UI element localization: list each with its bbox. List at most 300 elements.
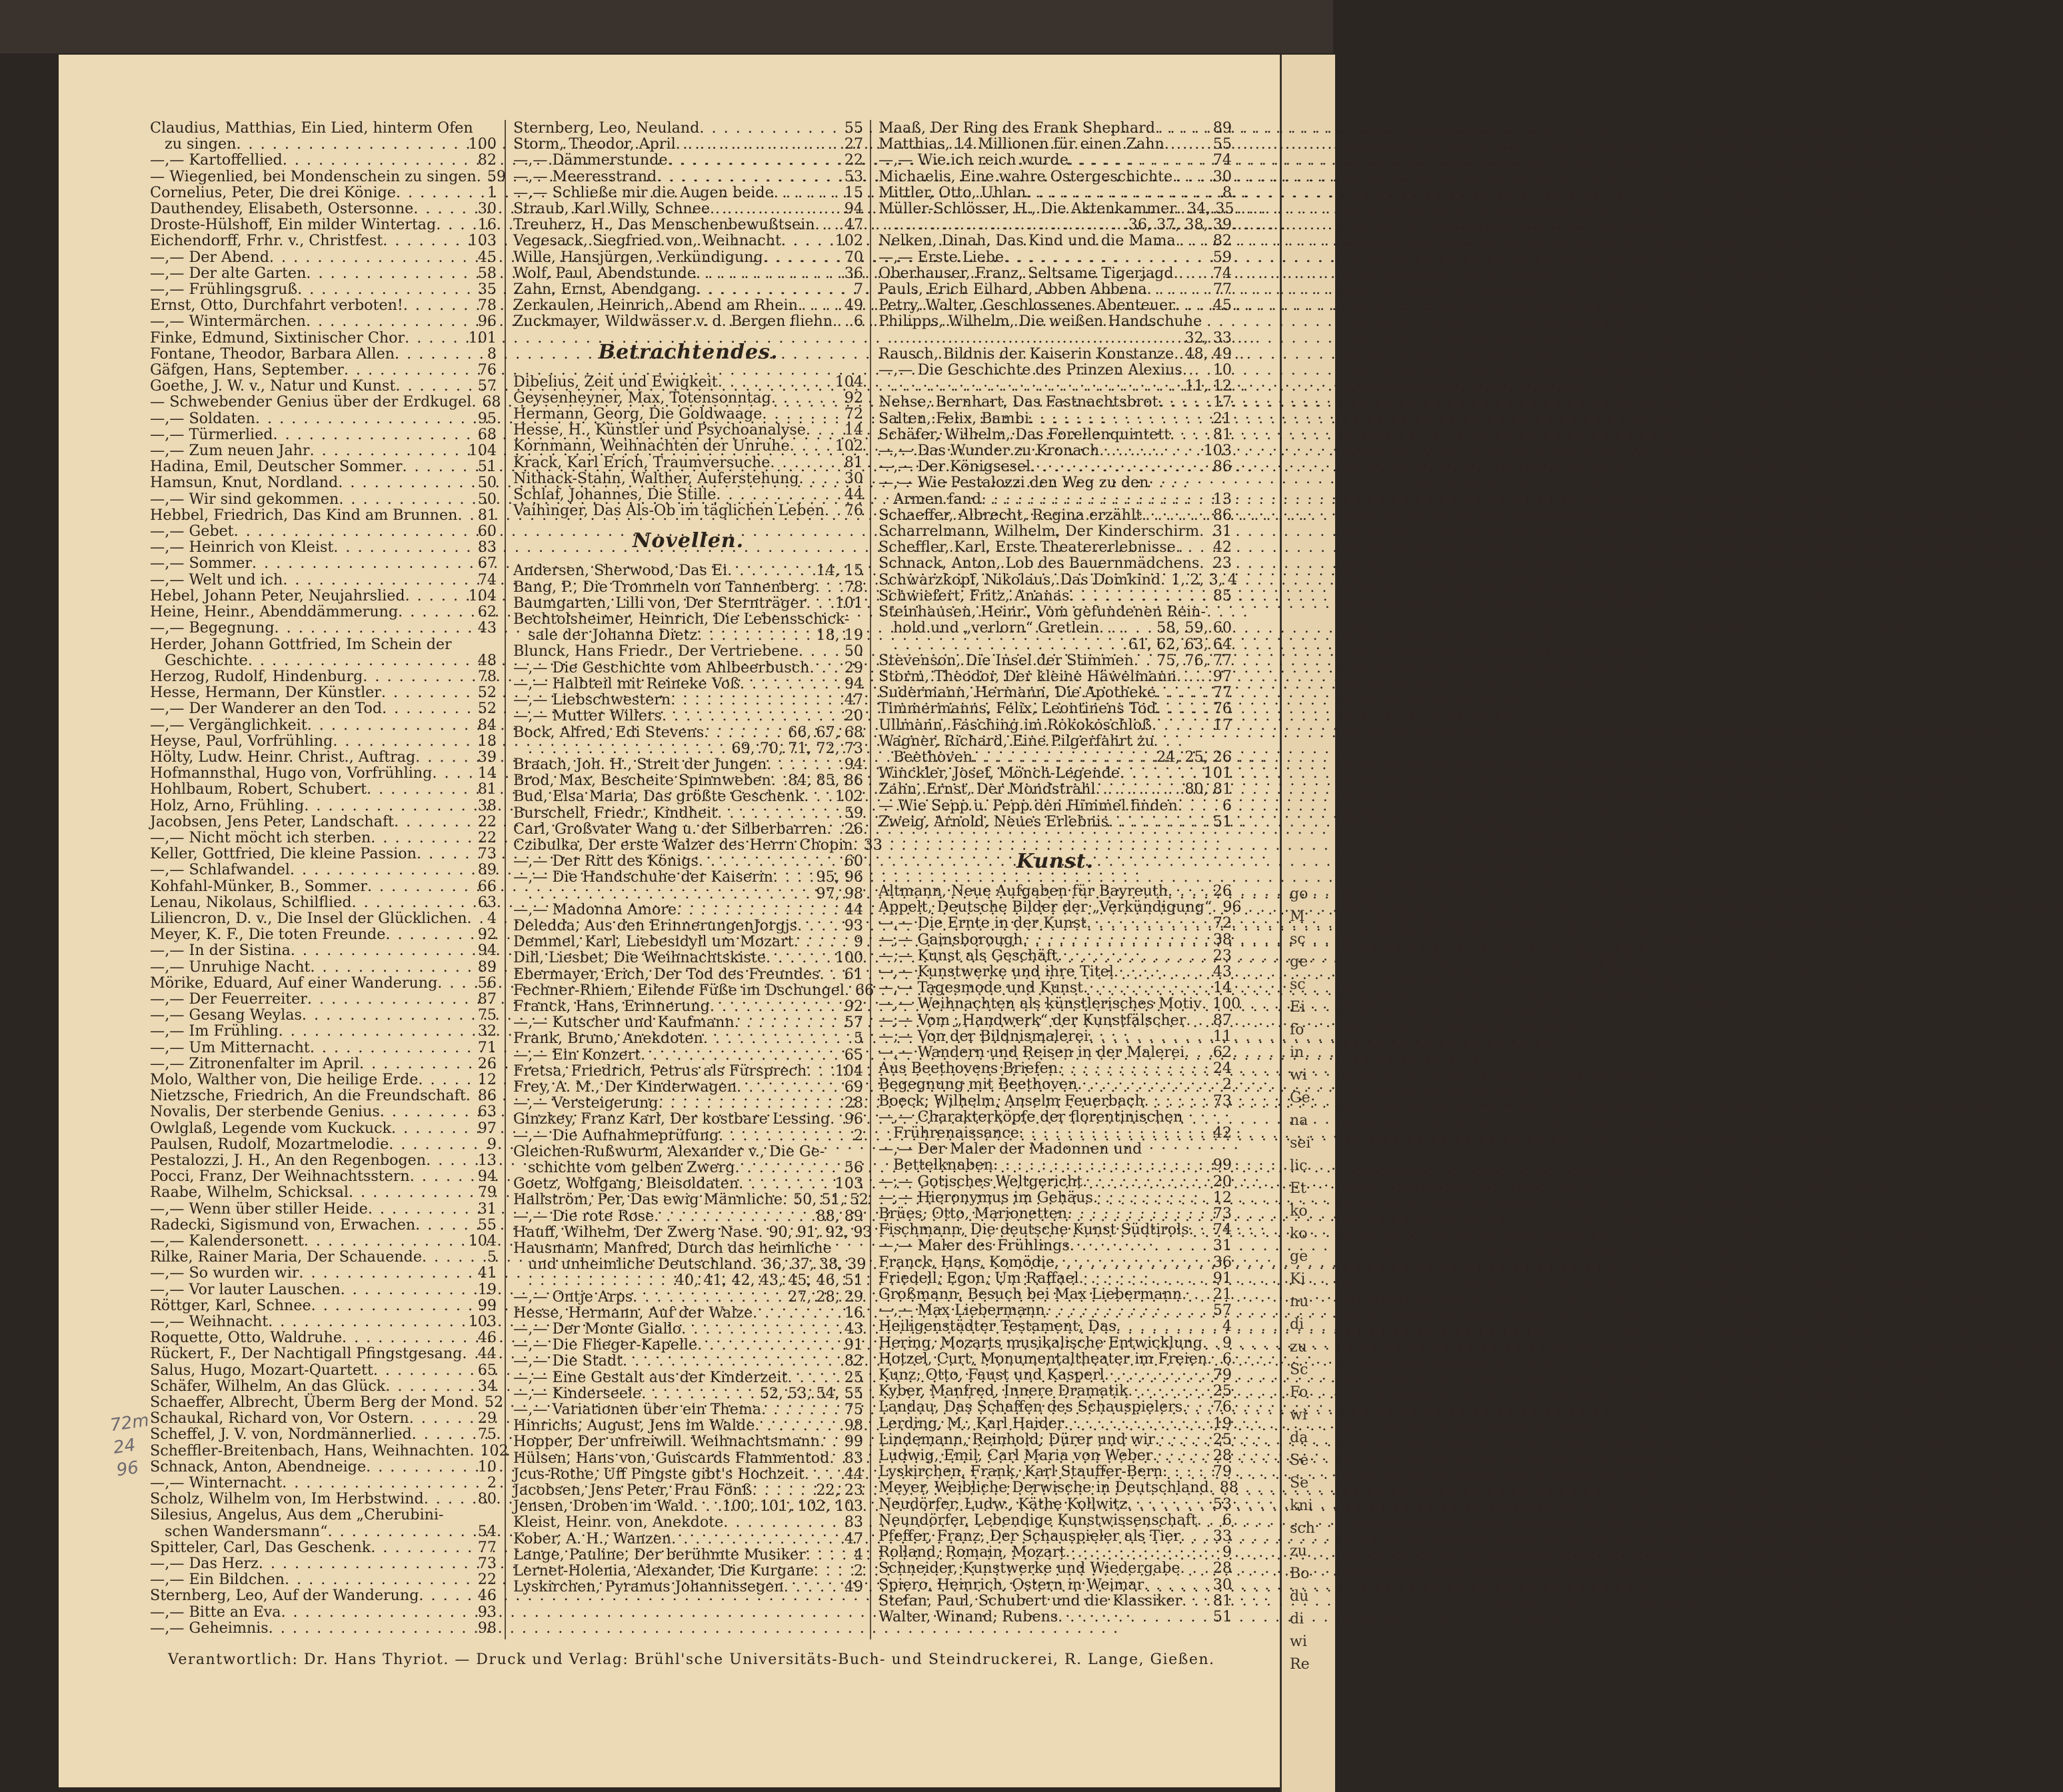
index-entry	[879, 427, 1232, 443]
dot-leader	[1152, 1447, 1210, 1463]
index-entry	[150, 1104, 497, 1120]
page-number: 96	[477, 313, 497, 331]
entry-title: —,— Maler des Frühlings	[879, 1237, 1070, 1255]
page-number: 79	[477, 1184, 497, 1202]
entry-title: Beethoven	[893, 748, 973, 766]
page-number: 104	[468, 1232, 497, 1250]
index-entry	[513, 998, 863, 1014]
index-entry	[513, 217, 863, 233]
dot-leader	[385, 926, 475, 942]
entry-title: Kleist, Heinr. von, Anekdote	[513, 1513, 724, 1531]
dot-leader	[252, 555, 475, 571]
page-number: 58, 59, 60	[1156, 619, 1232, 637]
entry-title: —,— So wurden wir	[150, 1264, 299, 1282]
index-entry	[150, 120, 497, 136]
entry-title: —,— In der Sistina	[150, 942, 291, 960]
dot-leader	[1180, 1560, 1210, 1576]
adjacent-page-fragment: di	[1290, 1316, 1304, 1333]
entry-title: —,— Liebschwestern	[513, 691, 671, 709]
index-entry	[513, 1369, 863, 1385]
dot-leader	[761, 1401, 842, 1417]
index-entry	[150, 1410, 497, 1426]
adjacent-page-fragment: sch	[1290, 1520, 1315, 1537]
index-entry	[150, 1539, 497, 1555]
page-number: 29	[844, 658, 863, 676]
dot-leader	[373, 1362, 475, 1378]
dot-leader	[391, 1120, 475, 1136]
index-entry	[150, 1345, 497, 1361]
dot-leader	[1207, 1351, 1220, 1367]
entry-title: Roquette, Otto, Waldruhe	[150, 1329, 342, 1347]
dot-leader	[410, 1168, 475, 1184]
index-entry	[150, 942, 497, 958]
index-entry	[150, 846, 497, 862]
entry-title: Dibelius, Zeit und Ewigkeit	[513, 373, 718, 391]
index-entry	[513, 1223, 873, 1241]
dot-leader	[703, 1030, 851, 1046]
dot-leader	[424, 1491, 475, 1507]
entry-title: und unheimliche Deutschland	[528, 1256, 753, 1274]
entry-title: —,— Welt und ich	[150, 570, 283, 588]
page-number: 6	[1222, 1349, 1232, 1367]
index-entry	[513, 772, 863, 788]
dot-leader	[291, 942, 475, 958]
entry-title: zu singen	[165, 135, 237, 153]
index-entry	[879, 1335, 1232, 1351]
dot-leader	[820, 966, 842, 982]
page-number: 24, 25, 26	[1156, 748, 1232, 766]
page-number: 25	[844, 1368, 863, 1386]
index-entry	[513, 1095, 863, 1111]
index-entry	[879, 1270, 1232, 1286]
index-entry	[513, 297, 863, 313]
index-entry	[879, 932, 1232, 948]
dot-leader	[799, 470, 842, 486]
dot-leader	[285, 1571, 475, 1587]
page-number: 81	[1212, 1591, 1232, 1609]
entry-title: —,— Gebet	[150, 522, 234, 540]
page-number: 19	[1212, 1414, 1232, 1432]
index-entry	[879, 1593, 1232, 1609]
index-entry	[150, 1555, 497, 1571]
dot-leader	[696, 265, 842, 281]
entry-title: Hesse, Hermann, Auf der Walze	[513, 1304, 753, 1322]
index-entry	[150, 781, 497, 797]
index-entry	[879, 346, 1232, 362]
index-entry	[150, 1088, 497, 1104]
dot-leader	[436, 217, 475, 233]
page-number: 2	[487, 1474, 497, 1492]
page-number: 81	[477, 506, 497, 524]
index-entry	[879, 814, 1232, 830]
entry-title: Kober, A. H., Wanzen	[513, 1529, 672, 1547]
dot-leader	[418, 1072, 475, 1088]
dot-leader	[658, 1095, 841, 1111]
page-number: 11	[1212, 1027, 1232, 1045]
entry-title: Frey, A. M., Der Kinderwagen	[513, 1078, 737, 1096]
page-number: 33	[863, 836, 883, 854]
dot-leader	[781, 233, 833, 249]
page-number: 100, 101, 102, 103	[722, 1497, 863, 1515]
page-number: 22, 23	[816, 1481, 863, 1499]
page-number: 22	[477, 828, 497, 846]
entry-title: Scharrelmann, Wilhelm, Der Kinderschirm	[879, 522, 1200, 540]
index-entry	[879, 233, 1232, 249]
entry-title: Wolf, Paul, Abendstunde	[513, 264, 696, 282]
dot-leader	[767, 756, 841, 772]
index-entry	[879, 1479, 1238, 1497]
dot-leader	[829, 1450, 841, 1466]
entry-title: Jacobsen, Jens Peter, Landschaft	[150, 812, 395, 830]
index-entry	[879, 394, 1232, 410]
entry-title: Schäfer, Wilhelm, An das Glück	[150, 1377, 386, 1395]
index-entry	[513, 1240, 863, 1256]
page-number: 66	[477, 877, 497, 895]
entry-title: Pestalozzi, J. H., An den Regenbogen	[150, 1152, 427, 1169]
entry-title: Begegnung mit Beethoven	[879, 1076, 1078, 1094]
page-number: 25	[1212, 1430, 1232, 1448]
entry-title: Hülsen, Hans von, Guiscards Flammentod	[513, 1449, 830, 1467]
entry-title: Ebermayer, Erich, Der Tod des Freundes	[513, 965, 820, 983]
page-number: 49	[844, 1578, 863, 1596]
index-entry	[150, 443, 497, 458]
dot-leader	[269, 1620, 475, 1636]
page-number: 25	[1212, 1382, 1232, 1400]
entry-title: Carl, Großvater Wang u. der Silberbarren	[513, 820, 827, 838]
dot-leader	[1176, 201, 1184, 217]
dot-leader	[717, 805, 842, 821]
entry-title: —,— Kartoffellied	[150, 151, 283, 169]
index-entry	[513, 756, 863, 772]
page-number: 94	[477, 1168, 497, 1186]
index-entry	[879, 313, 1232, 329]
page-number: 68	[477, 425, 497, 443]
dot-leader	[367, 878, 475, 894]
entry-title: Storm, Theodor, Der kleine Häwelmann	[879, 667, 1177, 685]
page-number: 8	[1222, 183, 1232, 201]
index-entry	[150, 814, 497, 830]
page-number: 70	[844, 248, 863, 266]
page-number: 23	[1212, 554, 1232, 572]
entry-title: Bud, Elsa Maria, Das größte Geschenk	[513, 788, 805, 806]
index-entry	[879, 458, 1232, 474]
entry-title: Zahn, Ernst, Der Mondstrahl	[879, 780, 1096, 798]
entry-title: Steinhausen, Heinr., Vom gefundenen Rein-	[879, 603, 1206, 621]
entry-title: Sudermann, Hermann, Die Apotheke	[879, 684, 1156, 702]
page-number: 18	[477, 732, 497, 750]
index-entry	[150, 1217, 497, 1233]
entry-title: Zerkaulen, Heinrich, Abend am Rhein	[513, 297, 798, 315]
page-number: 22	[477, 812, 497, 830]
entry-title: Holz, Arno, Frühling	[150, 796, 305, 814]
dot-leader	[1199, 523, 1210, 539]
entry-title: Wagner, Richard, Eine Pilgerfahrt zu	[879, 732, 1154, 750]
index-entry	[513, 660, 863, 676]
page-number: 33	[1212, 1527, 1232, 1545]
index-entry	[879, 980, 1232, 996]
entry-title: Paulsen, Rudolf, Mozartmelodie	[150, 1135, 389, 1153]
index-entry	[513, 454, 863, 470]
index-entry	[879, 1318, 1232, 1334]
index-entry	[879, 265, 1232, 281]
page-number: 92	[477, 926, 497, 944]
page-number: 5	[487, 1248, 497, 1266]
index-entry	[150, 1475, 497, 1491]
page-number: 102	[835, 788, 863, 806]
dot-leader	[1082, 1174, 1210, 1190]
dot-leader	[697, 1337, 842, 1353]
index-entry	[150, 572, 497, 588]
index-entry	[150, 700, 497, 716]
adjacent-page-fragment: ko	[1290, 1226, 1308, 1242]
dot-leader	[275, 620, 475, 636]
entry-title: Nietzsche, Friedrich, An die Freundschaft	[150, 1087, 466, 1105]
dot-leader	[762, 406, 841, 422]
dot-leader	[641, 1385, 757, 1401]
entry-title: Röttger, Karl, Schnee	[150, 1296, 311, 1314]
dot-leader	[395, 346, 485, 362]
index-entry	[513, 1208, 863, 1224]
index-entry	[150, 668, 497, 684]
page-number: 27	[844, 135, 863, 153]
dot-leader	[737, 1079, 842, 1095]
index-entry	[513, 1353, 863, 1369]
dot-leader	[338, 474, 475, 490]
entry-title: —,— Türmerlied	[150, 425, 273, 443]
entry-title: —,— Um Mitternacht	[150, 1038, 310, 1056]
index-entry	[879, 765, 1232, 781]
entry-title: Walter, Winand, Rubens	[879, 1608, 1058, 1626]
dot-leader	[787, 1369, 841, 1385]
index-entry	[150, 1233, 497, 1249]
entry-title: Zuckmayer, Wildwässer v. d. Bergen fliehn	[513, 313, 833, 331]
dot-leader	[1128, 1383, 1210, 1399]
index-entry	[150, 1330, 497, 1345]
entry-title: Schnack, Anton, Abendneige	[150, 1457, 367, 1475]
index-entry	[150, 975, 497, 991]
dot-leader	[771, 390, 842, 406]
entry-title: —,— Heinrich von Kleist	[150, 538, 334, 556]
index-entry	[513, 821, 863, 837]
index-entry	[879, 555, 1232, 571]
entry-title: Burschell, Friedr., Kindheit	[513, 804, 718, 822]
entry-title: —,— Ontje Arps	[513, 1288, 633, 1306]
adjacent-page-fragment: Fo	[1290, 1384, 1308, 1401]
entry-title: Pauls, Erich Eilhard, Abben Abbena	[879, 281, 1147, 299]
dot-leader	[363, 668, 475, 684]
page-number: 103	[1203, 442, 1232, 460]
page-number: 93	[844, 916, 863, 934]
index-column-3	[879, 119, 1242, 1653]
index-entry	[150, 1168, 497, 1184]
entry-title: Mittler, Otto, Uhlan	[879, 183, 1027, 201]
index-entry	[879, 1496, 1232, 1512]
entry-list	[879, 882, 1242, 1626]
page-number: 92	[844, 389, 863, 407]
page-number: 54	[477, 1522, 497, 1540]
index-entry	[879, 217, 1232, 233]
dot-leader	[783, 1192, 791, 1208]
page-number: 59	[487, 167, 506, 185]
index-entry	[513, 1128, 863, 1144]
page-number: 12	[1212, 1188, 1232, 1206]
index-entry	[513, 1433, 863, 1449]
page-number: 73	[477, 1555, 497, 1573]
dot-leader	[797, 918, 842, 934]
dot-leader	[417, 846, 475, 862]
dot-leader	[719, 1128, 851, 1144]
entry-title: —,— Der Feuerreiter	[150, 990, 307, 1008]
index-entry	[513, 1014, 863, 1030]
dot-leader	[1070, 1238, 1210, 1254]
entry-title: Rolland, Romain, Mozart	[879, 1543, 1066, 1561]
index-entry	[513, 422, 863, 438]
entry-title: Sternberg, Leo, Auf der Wanderung	[150, 1587, 419, 1605]
entry-title: Hallström, Per, Das ewig Männliche	[513, 1191, 783, 1209]
dot-leader	[677, 902, 842, 918]
index-entry	[513, 966, 863, 982]
entry-title: —,— Wintermärchen	[150, 313, 306, 331]
page-number: 36	[844, 264, 863, 282]
entry-title: Oberhauser, Franz, Seltsame Tigerjagd	[879, 264, 1174, 282]
dot-leader	[1093, 1190, 1210, 1206]
entry-title: Ullmann, Fasching im Rokokoschloß	[879, 716, 1152, 734]
dot-leader	[341, 1282, 475, 1298]
index-entry	[513, 562, 863, 578]
page-number: 44	[844, 1465, 863, 1483]
index-entry	[150, 1314, 497, 1330]
dot-leader	[1164, 136, 1210, 152]
page-number: 60	[477, 522, 497, 540]
dot-leader	[412, 1426, 475, 1442]
entry-title: —,— Wie Pestalozzi den Weg zu den	[879, 474, 1149, 492]
index-entry	[879, 1512, 1232, 1528]
dot-leader	[1077, 1076, 1220, 1092]
entry-title: Hausmann, Manfred, Durch das heimliche	[513, 1240, 832, 1257]
dot-leader	[735, 1160, 841, 1176]
page-number: 51	[1212, 812, 1232, 830]
page-number: 42	[1212, 1124, 1232, 1142]
index-entry	[513, 233, 863, 249]
dot-leader	[1142, 507, 1210, 523]
entry-title: Bechtolsheimer, Heinrich, Die Lebensschick-	[513, 610, 850, 628]
dot-leader	[799, 643, 842, 659]
page-number: 80	[477, 1490, 497, 1508]
page-number: 28	[1212, 1447, 1232, 1465]
index-entry	[150, 749, 497, 765]
dot-leader	[1155, 120, 1210, 136]
entry-title: Dill, Liesbet, Die Weihnachtskiste	[513, 949, 766, 967]
entry-title: Nehse, Bernhart, Das Fastnachtsbrot	[879, 393, 1158, 411]
dot-leader	[371, 830, 475, 846]
adjacent-page-fragment: go	[1290, 886, 1308, 902]
index-entry	[879, 733, 1232, 749]
dot-leader	[718, 374, 833, 390]
entry-title: Schwarzkopf, Nikolaus, Das Domkind	[879, 570, 1161, 588]
dot-leader	[693, 1498, 719, 1514]
entry-title: —,— Begegnung	[150, 619, 275, 637]
entry-title: Jacobsen, Jens Peter, Frau Fönß	[513, 1481, 753, 1499]
dot-leader	[623, 1353, 842, 1369]
dot-leader	[477, 169, 485, 185]
index-entry	[879, 297, 1232, 313]
page-number: 19	[477, 1280, 497, 1298]
entry-title: Scholz, Wilhelm von, Im Herbstwind	[150, 1490, 424, 1508]
index-entry	[879, 507, 1232, 523]
entry-title: —,— Von der Bildnismalerei	[879, 1027, 1088, 1045]
index-entry	[150, 474, 497, 490]
index-entry	[513, 1176, 863, 1192]
dot-leader	[893, 636, 1126, 652]
entry-title: Wille, Hansjürgen, Verkündigung	[513, 248, 763, 266]
dot-leader	[845, 982, 853, 998]
entry-title: Gäfgen, Hans, September	[150, 361, 344, 379]
index-entry	[150, 393, 501, 411]
page-number: 24	[1212, 1060, 1232, 1078]
dot-leader	[415, 1217, 475, 1233]
dot-leader	[657, 169, 842, 185]
index-entry	[513, 1450, 863, 1466]
page-number: 46	[477, 1329, 497, 1347]
entry-title: Philipps, Wilhelm, Die weißen Handschuhe	[879, 313, 1202, 331]
entry-title: schen Wandersmann“	[165, 1522, 328, 1540]
dot-leader	[403, 297, 475, 313]
page-number: 78	[477, 297, 497, 315]
entry-title: Pfeffer, Franz, Der Schauspieler als Tier	[879, 1527, 1180, 1545]
page-number: 65	[477, 1361, 497, 1379]
entry-title: Kyber, Manfred, Innere Dramatik	[879, 1382, 1128, 1400]
dot-leader	[422, 1249, 485, 1265]
dot-leader	[766, 950, 833, 966]
index-entry	[150, 555, 497, 571]
index-entry	[150, 362, 497, 378]
page-number: 43	[477, 619, 497, 637]
dot-leader	[281, 1604, 475, 1620]
index-entry	[513, 836, 883, 854]
index-entry	[513, 152, 863, 168]
dot-leader	[1170, 427, 1210, 443]
entry-title: Meyer, K. F., Die toten Freunde	[150, 926, 386, 944]
index-entry	[513, 374, 863, 390]
page-number: 88	[1219, 1479, 1238, 1497]
entry-title: Ernst, Otto, Durchfahrt verboten!	[150, 297, 403, 315]
page-number: 56	[844, 1158, 863, 1176]
index-entry	[513, 438, 863, 454]
dot-leader	[1004, 249, 1210, 265]
index-entry	[150, 1587, 497, 1603]
dot-leader	[307, 717, 475, 733]
dot-leader	[806, 1547, 851, 1563]
handwritten-note: 96	[115, 1457, 140, 1481]
entry-title: —,— Max Liebermann	[879, 1302, 1045, 1320]
index-entry	[150, 717, 497, 733]
page-number: 13	[477, 1152, 497, 1169]
index-entry	[879, 1190, 1232, 1206]
dot-leader	[304, 798, 475, 814]
index-entry	[513, 1466, 863, 1482]
page-number: 103	[468, 232, 497, 250]
entry-title: Matthias, 14 Millionen für einen Zahn	[879, 135, 1164, 153]
page-number: 91	[1212, 1269, 1232, 1287]
dot-leader	[1116, 1318, 1219, 1334]
adjacent-page-fragment: Sc	[1290, 1361, 1308, 1378]
dot-leader	[774, 185, 842, 201]
entry-title: Hermann, Georg, Die Goldwaage	[513, 405, 763, 423]
page-number: 61	[844, 965, 863, 983]
index-entry	[150, 588, 497, 604]
page-number: 35	[477, 281, 497, 299]
index-entry	[513, 1385, 863, 1401]
